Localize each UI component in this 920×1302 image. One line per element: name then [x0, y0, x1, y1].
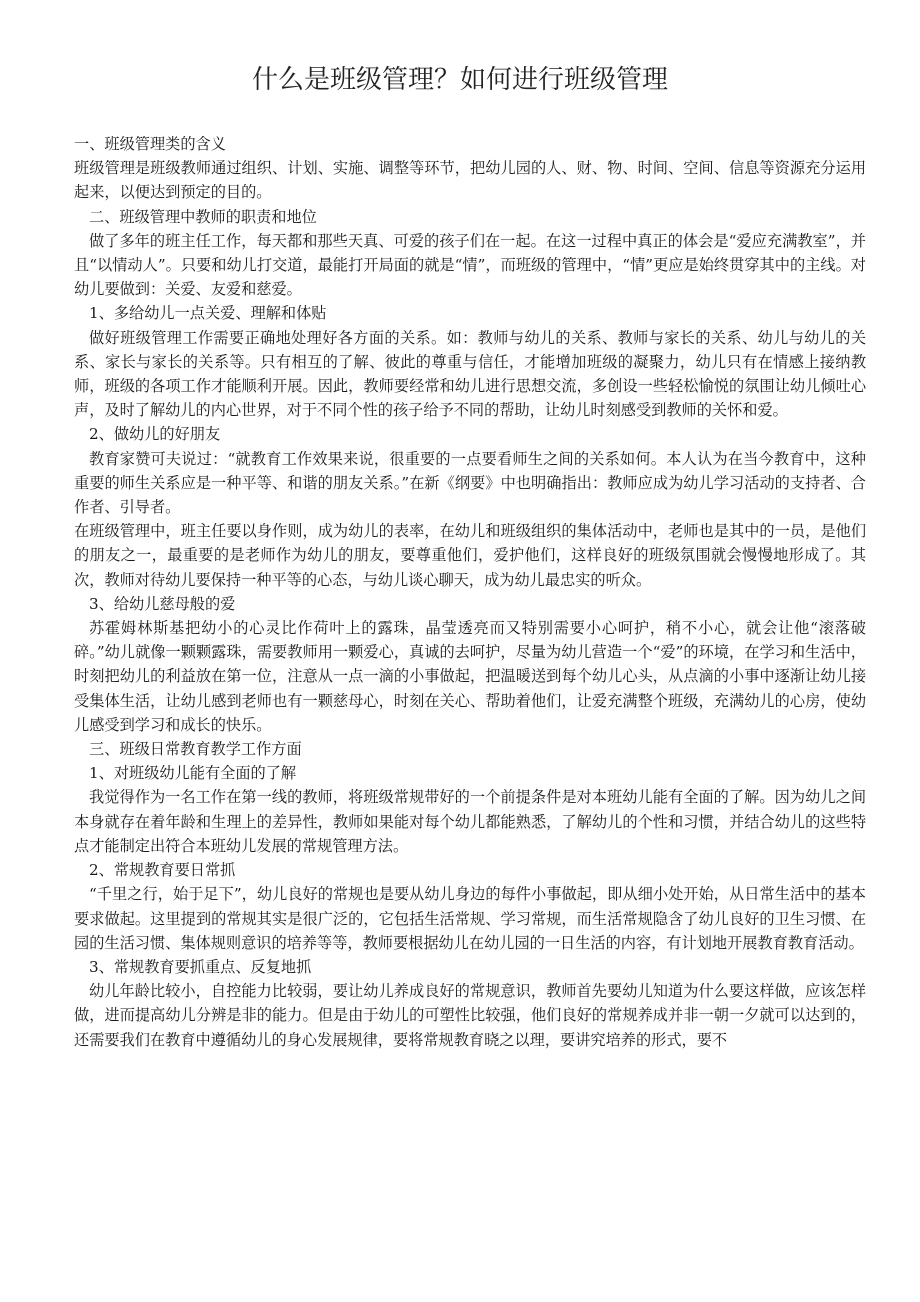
- paragraph: 班级管理是班级教师通过组织、计划、实施、调整等环节，把幼儿园的人、财、物、时间、空间、信息等资源充分运用起来，以便达到预定的目的。: [74, 159, 866, 202]
- paragraph: 2、做幼儿的好朋友: [89, 425, 221, 444]
- paragraph: 二、班级管理中教师的职责和地位: [89, 207, 317, 226]
- paragraph: 1、多给幼儿一点关爱、理解和体贴: [89, 304, 327, 323]
- paragraph: “千里之行，始于足下”，幼儿良好的常规也是要从幼儿身边的每件小事做起，即从细小处开始，从日常生活中的基本要求做起。这里提到的常规其实是很广泛的，它包括生活常规、学习常规，而生活常规隐含了幼儿良好的卫生习惯、在园的生活习惯、集体规则意识的培养等等，教师要根据幼儿在幼儿园的一日生活的内容，有计划地开展教育教育活动。: [74, 885, 866, 952]
- page-title: 什么是班级管理？如何进行班级管理: [251, 65, 668, 95]
- paragraph: 教育家赞可夫说过：“就教育工作效果来说，很重要的一点要看师生之间的关系如何。本人认为在当今教育中，这种重要的师生关系应是一种平等、和谐的朋友关系。”在新《纲要》中也明确指出：教师应成为幼儿学习活动的支持者、合作者、引导者。: [74, 449, 866, 517]
- paragraph: 3、给幼儿慈母般的爱: [89, 594, 236, 613]
- paragraph: 1、对班级幼儿能有全面的了解: [89, 764, 297, 783]
- paragraph: 3、常规教育要抓重点、反复地抓: [89, 957, 312, 976]
- paragraph: 三、班级日常教育教学工作方面: [89, 740, 302, 759]
- document-body: [74, 132, 866, 1052]
- paragraph: 2、常规教育要日常抓: [89, 861, 236, 880]
- paragraph: 做了多年的班主任工作，每天都和那些天真、可爱的孩子们在一起。在这一过程中真正的体会是“爱应充满教室”，并且“以情动人”。只要和幼儿打交道，最能打开局面的就是“情”，而班级的管理中，“情”更应是始终贯穿其中的主线。对幼儿要做到：关爱、友爱和慈爱。: [74, 231, 866, 299]
- paragraph: 做好班级管理工作需要正确地处理好各方面的关系。如：教师与幼儿的关系、教师与家长的关系、幼儿与幼儿的关系、家长与家长的关系等。只有相互的了解、彼此的尊重与信任，才能增加班级的凝聚力，幼儿只有在情感上接纳教师，班级的各项工作才能顺利开展。因此，教师要经常和幼儿进行思想交流，多创设一些轻松愉悦的氛围让幼儿倾吐心声，及时了解幼儿的内心世界，对于不同个性的孩子给予不同的帮助，让幼儿时刻感受到教师的关怀和爱。: [74, 328, 866, 420]
- paragraph: 苏霍姆林斯基把幼小的心灵比作荷叶上的露珠，晶莹透亮而又特别需要小心呵护，稍不小心，就会让他“滚落破碎。”幼儿就像一颗颗露珠，需要教师用一颗爱心，真诚的去呵护，尽量为幼儿营造一个“爱”的环境，在学习和生活中，时刻把幼儿的利益放在第一位，注意从一点一滴的小事做起，把温暖送到每个幼儿心头，从点滴的小事中逐渐让幼儿接受集体生活，让幼儿感到老师也有一颗慈母心，时刻在关心、帮助着他们，让爱充满整个班级，充满幼儿的心房，使幼儿感受到学习和成长的快乐。: [74, 619, 866, 734]
- paragraph: 在班级管理中，班主任要以身作则，成为幼儿的表率，在幼儿和班级组织的集体活动中，老师也是其中的一员，是他们的朋友之一，最重要的是老师作为幼儿的朋友，要尊重他们，爱护他们，这样良好的班级氛围就会慢慢地形成了。其次，教师对待幼儿要保持一种平等的心态，与幼儿谈心聊天，成为幼儿最忠实的听众。: [74, 522, 866, 589]
- paragraph: 一、班级管理类的含义: [74, 135, 226, 153]
- paragraph: 我觉得作为一名工作在第一线的教师，将班级常规带好的一个前提条件是对本班幼儿能有全面的了解。因为幼儿之间本身就存在着年龄和生理上的差异性，教师如果能对每个幼儿都能熟悉，了解幼儿的个性和习惯，并结合幼儿的这些特点才能制定出符合本班幼儿发展的常规管理方法。: [74, 788, 866, 855]
- paragraph: 幼儿年龄比较小，自控能力比较弱，要让幼儿养成良好的常规意识，教师首先要幼儿知道为什么要这样做，应该怎样做，进而提高幼儿分辨是非的能力。但是由于幼儿的可塑性比较强，他们良好的常规养成并非一朝一夕就可以达到的，还需要我们在教育中遵循幼儿的身心发展规律，要将常规教育晓之以理，要讲究培养的形式，要不: [74, 982, 866, 1049]
